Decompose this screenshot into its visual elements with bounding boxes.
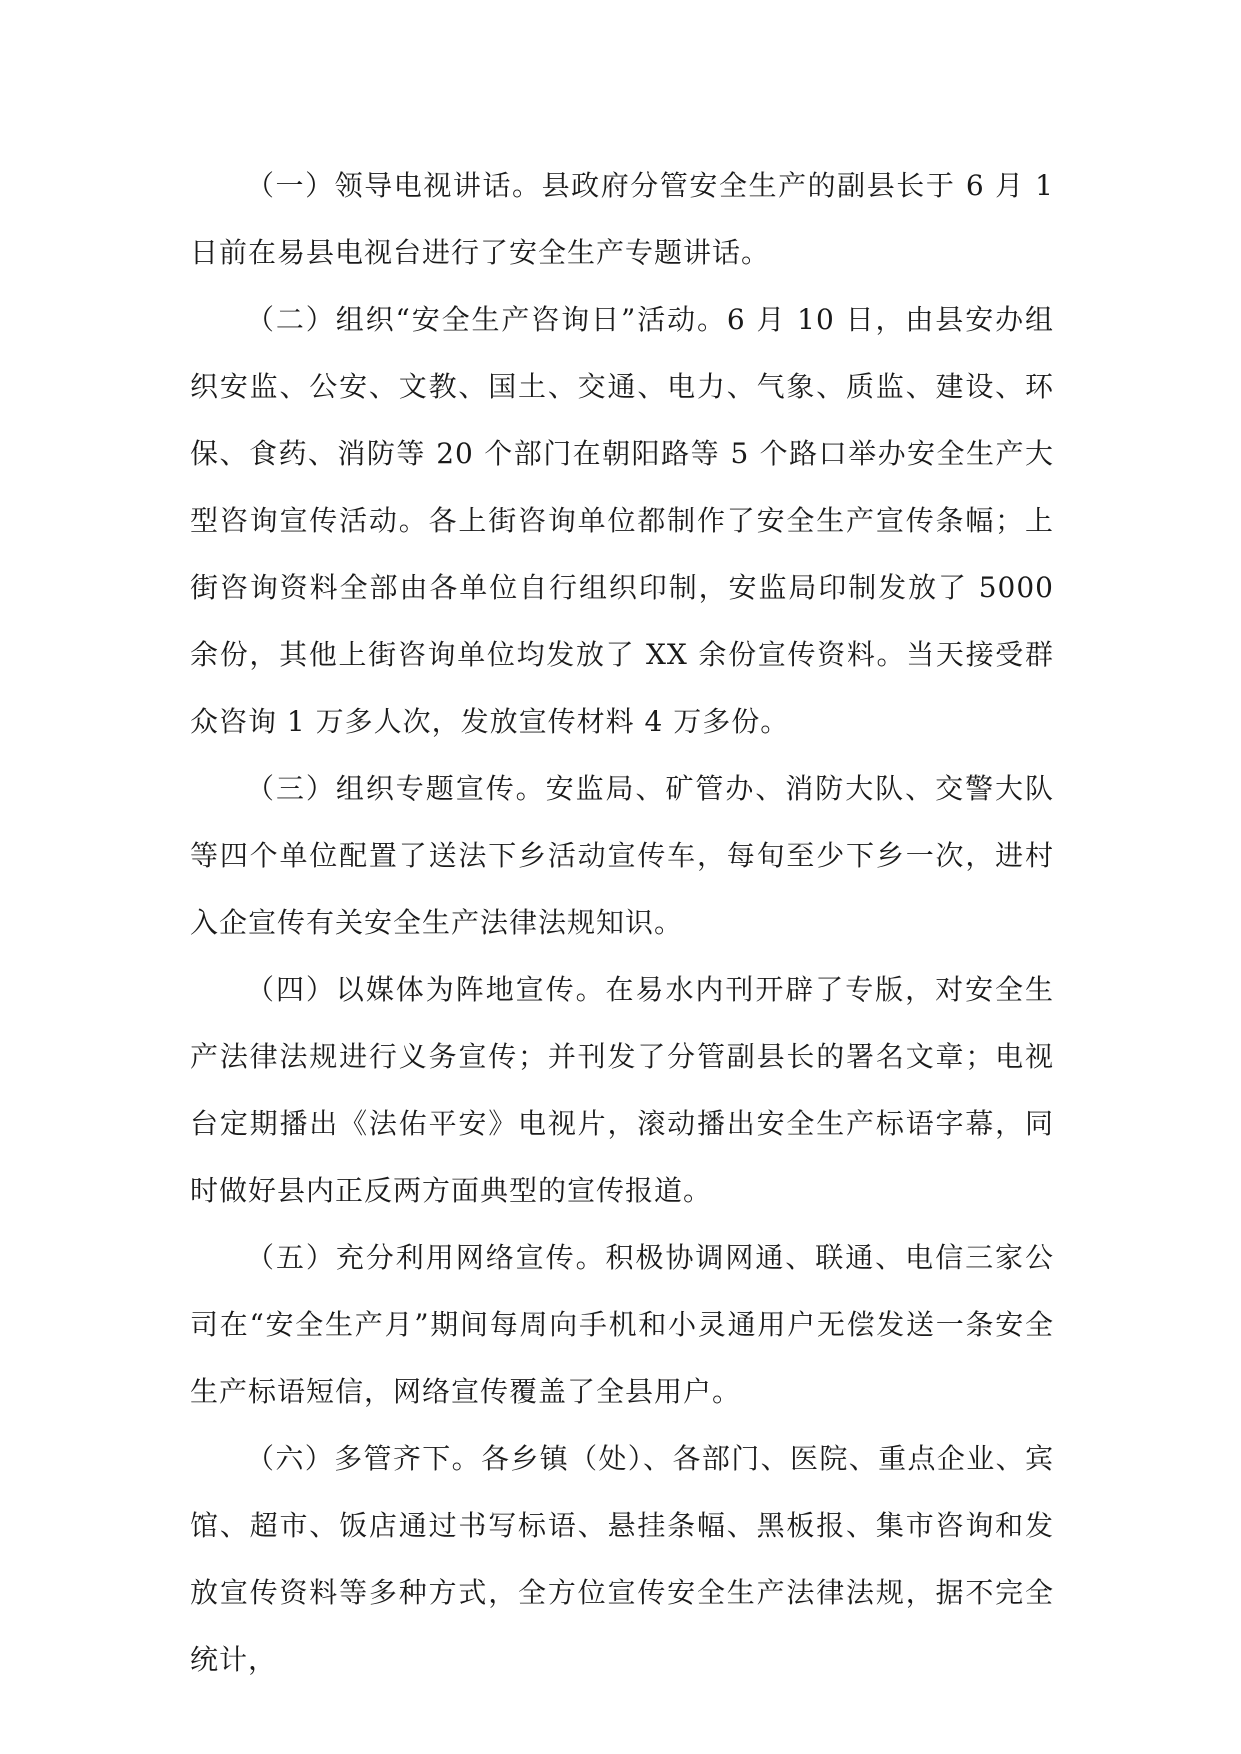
- paragraph-consultation-day: （二）组织“安全生产咨询日”活动。6 月 10 日，由县安办组织安监、公安、文教、国土、交通、电力、气象、质监、建设、环保、食药、消防等 20 个部门在朝阳路等 5 个路口举办安全生产大型咨询宣传活动。各上街咨询单位都制作了安全生产宣传条幅；上街咨询资料全部由各单位自行组织印制，安监局印制发放了 5000 余份，其他上街咨询单位均发放了 XX 余份宣传资料。当天接受群众咨询 1 万多人次，发放宣传材料 4 万多份。: [190, 303, 1054, 738]
- paragraph-special-publicity: （三）组织专题宣传。安监局、矿管办、消防大队、交警大队等四个单位配置了送法下乡活动宣传车，每旬至少下乡一次，进村入企宣传有关安全生产法律法规知识。: [190, 772, 1054, 939]
- document-body: [190, 152, 1054, 1693]
- paragraph-network-publicity: （五）充分利用网络宣传。积极协调网通、联通、电信三家公司在“安全生产月”期间每周向手机和小灵通用户无偿发送一条安全生产标语短信，网络宣传覆盖了全县用户。: [190, 1241, 1054, 1408]
- paragraph-leader-tv-speech: （一）领导电视讲话。县政府分管安全生产的副县长于 6 月 1 日前在易县电视台进行了安全生产专题讲话。: [190, 169, 1054, 269]
- paragraph-multi-channel: （六）多管齐下。各乡镇（处）、各部门、医院、重点企业、宾馆、超市、饭店通过书写标语、悬挂条幅、黑板报、集市咨询和发放宣传资料等多种方式，全方位宣传安全生产法律法规，据不完全统计，: [190, 1442, 1054, 1676]
- paragraph-media-publicity: （四）以媒体为阵地宣传。在易水内刊开辟了专版，对安全生产法律法规进行义务宣传；并刊发了分管副县长的署名文章；电视台定期播出《法佑平安》电视片，滚动播出安全生产标语字幕，同时做好县内正反两方面典型的宣传报道。: [190, 973, 1054, 1207]
